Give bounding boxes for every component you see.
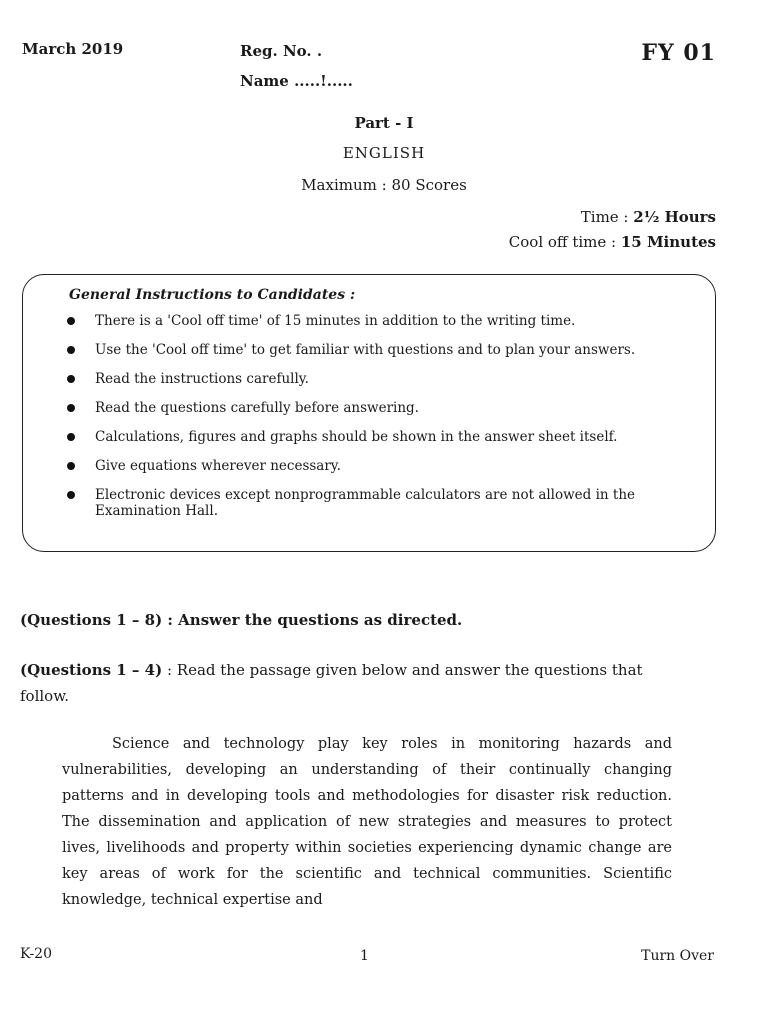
cool-off-line — [509, 233, 716, 251]
instruction-item: Use the 'Cool off time' to get familiar with questions and to plan your answers. — [63, 342, 697, 358]
instruction-item: There is a 'Cool off time' of 15 minutes in addition to the writing time. — [63, 313, 697, 329]
bullet-icon — [67, 462, 75, 470]
instructions-title: General Instructions to Candidates : — [69, 287, 356, 303]
bullet-icon — [67, 404, 75, 412]
page-number: 1 — [360, 948, 369, 964]
questions-1-8-text: : Answer the questions as directed. — [162, 611, 463, 629]
questions-1-4-line — [20, 657, 680, 709]
time-line — [581, 208, 716, 226]
name-label: Name .....!..... — [240, 72, 353, 90]
turn-over: Turn Over — [641, 948, 714, 964]
instructions-box — [22, 274, 716, 552]
exam-date: March 2019 — [22, 40, 124, 58]
questions-1-8-range: (Questions 1 – 8) — [20, 611, 163, 629]
footer-code: K-20 — [20, 946, 52, 962]
bullet-icon — [67, 491, 75, 499]
instruction-item: Read the questions carefully before answering. — [63, 400, 697, 416]
subject-title: ENGLISH — [342, 144, 426, 162]
time-label: Time : — [580, 208, 634, 226]
instruction-item: Give equations wherever necessary. — [63, 458, 697, 474]
reading-passage: Science and technology play key roles in monitoring hazards and vulnerabilities, developing an understanding of their continually changing patterns and in developing tools and methodologies for disaster risk reduction. The dissemination and application of new strategies and measures to protect lives, livelihoods and property within societies experiencing dynamic change are key areas of work for the scientific and technical communities. Scientific knowledge, technical expertise and — [62, 736, 672, 908]
instruction-item: Electronic devices except nonprogrammable calculators are not allowed in the Examination Hall. — [63, 487, 697, 519]
reg-no-label: Reg. No. . — [240, 42, 323, 60]
bullet-icon — [67, 317, 75, 325]
max-score: Maximum : 80 Scores — [301, 176, 467, 194]
questions-1-4-text: : Read the passage given below and answer the questions that follow. — [20, 661, 643, 705]
bullet-icon — [67, 433, 75, 441]
instructions-list — [63, 313, 697, 532]
questions-1-8-line — [20, 611, 462, 629]
bullet-icon — [67, 346, 75, 354]
questions-1-4-range: (Questions 1 – 4) — [20, 661, 163, 679]
time-value: 2½ Hours — [633, 208, 716, 226]
cool-off-label: Cool off time : — [508, 233, 621, 251]
instruction-item: Read the instructions carefully. — [63, 371, 697, 387]
bullet-icon — [67, 375, 75, 383]
instruction-item: Calculations, figures and graphs should be shown in the answer sheet itself. — [63, 429, 697, 445]
paper-code: FY 01 — [641, 40, 716, 66]
part-title: Part - I — [354, 114, 414, 132]
cool-off-value: 15 Minutes — [620, 233, 716, 251]
